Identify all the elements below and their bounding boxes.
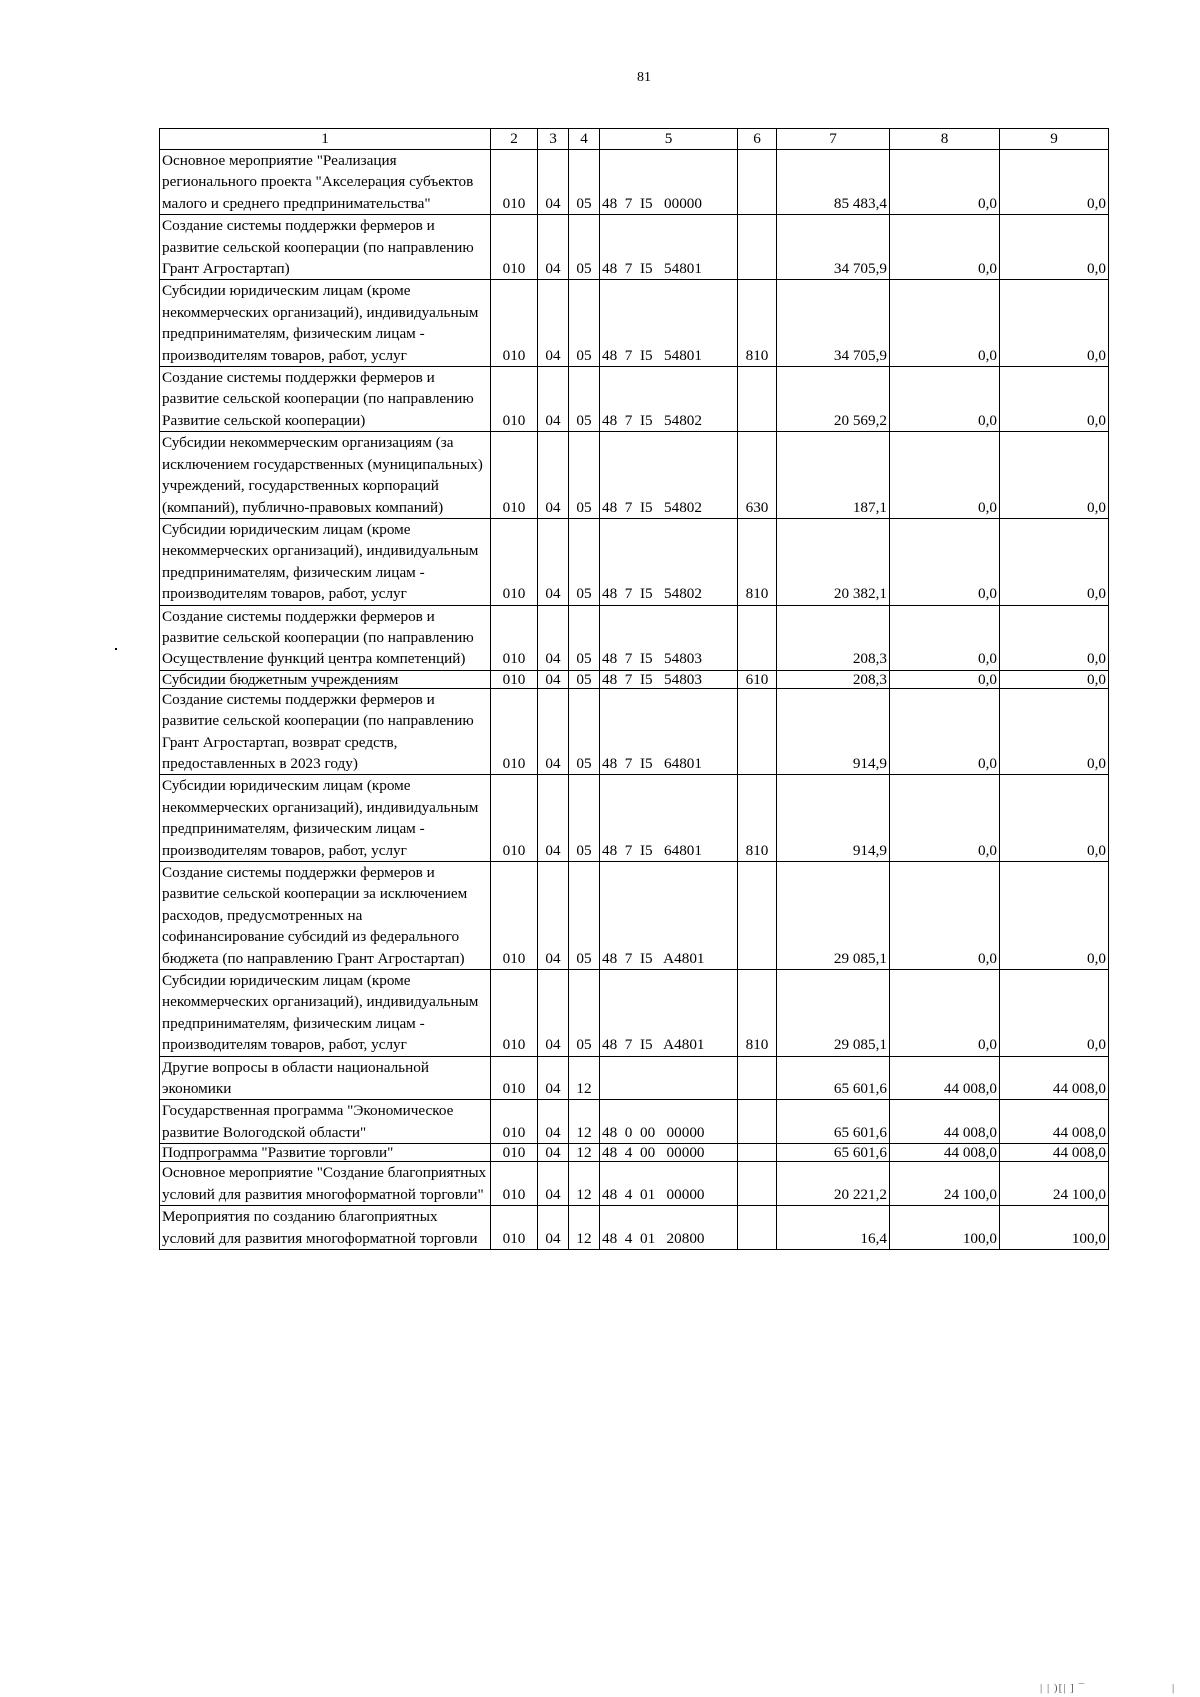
ministry-code-cell: 010 [491,775,538,862]
amount-col8-cell: 0,0 [890,775,1000,862]
row-name-cell: Субсидии юридическим лицам (кроме некоммерческих организаций), индивидуальным предпринимателям, физическим лицам - производителям товаров, работ, услуг [160,970,491,1057]
subsection-code-cell: 12 [569,1144,600,1162]
target-article-cell: 48 4 01 20800 [600,1206,738,1250]
row-name-cell: Подпрограмма "Развитие торговли" [160,1144,491,1162]
amount-col8-cell: 0,0 [890,432,1000,519]
ministry-code-cell: 010 [491,862,538,970]
amount-col9-cell: 0,0 [1000,150,1109,215]
section-code-cell: 04 [538,1206,569,1250]
expense-type-cell [738,688,777,775]
target-article-cell: 48 4 01 00000 [600,1162,738,1206]
target-article-cell: 48 4 00 00000 [600,1144,738,1162]
amount-col7-cell: 29 085,1 [777,862,890,970]
ministry-code-cell: 010 [491,1206,538,1250]
subsection-code-cell: 05 [569,670,600,688]
section-code-cell: 04 [538,670,569,688]
row-name-cell: Основное мероприятие "Реализация регионального проекта "Акселерация субъектов малого и среднего предпринимательства" [160,150,491,215]
expense-type-cell: 810 [738,775,777,862]
expense-type-cell [738,215,777,280]
table-row [160,1100,1109,1144]
subsection-code-cell: 05 [569,367,600,432]
header-cell: 7 [777,129,890,150]
table-row [160,518,1109,605]
amount-col8-cell: 0,0 [890,970,1000,1057]
ministry-code-cell: 010 [491,367,538,432]
section-code-cell: 04 [538,215,569,280]
expense-type-cell [738,367,777,432]
table-row [160,775,1109,862]
amount-col7-cell: 85 483,4 [777,150,890,215]
header-cell: 2 [491,129,538,150]
amount-col8-cell: 0,0 [890,670,1000,688]
subsection-code-cell: 05 [569,970,600,1057]
amount-col9-cell: 44 008,0 [1000,1144,1109,1162]
subsection-code-cell: 05 [569,775,600,862]
amount-col7-cell: 187,1 [777,432,890,519]
header-cell: 8 [890,129,1000,150]
ministry-code-cell: 010 [491,670,538,688]
row-name-cell: Мероприятия по созданию благоприятных условий для развития многоформатной торговли [160,1206,491,1250]
amount-col7-cell: 20 221,2 [777,1162,890,1206]
table-row [160,970,1109,1057]
amount-col8-cell: 0,0 [890,862,1000,970]
amount-col8-cell: 100,0 [890,1206,1000,1250]
expense-type-cell: 810 [738,518,777,605]
amount-col9-cell: 100,0 [1000,1206,1109,1250]
amount-col9-cell: 0,0 [1000,280,1109,367]
subsection-code-cell: 12 [569,1162,600,1206]
section-code-cell: 04 [538,518,569,605]
section-code-cell: 04 [538,280,569,367]
subsection-code-cell: 05 [569,688,600,775]
table-row [160,688,1109,775]
table-row [160,862,1109,970]
amount-col9-cell: 0,0 [1000,970,1109,1057]
header-cell: 6 [738,129,777,150]
row-name-cell: Создание системы поддержки фермеров и развитие сельской кооперации за исключением расходов, предусмотренных на софинансирование субсидий из федерального бюджета (по направлению Грант Агростартап) [160,862,491,970]
amount-col8-cell: 24 100,0 [890,1162,1000,1206]
ministry-code-cell: 010 [491,150,538,215]
table-row [160,1162,1109,1206]
table-row [160,670,1109,688]
ministry-code-cell: 010 [491,518,538,605]
amount-col7-cell: 65 601,6 [777,1056,890,1100]
subsection-code-cell: 05 [569,280,600,367]
amount-col7-cell: 208,3 [777,670,890,688]
section-code-cell: 04 [538,1144,569,1162]
ministry-code-cell: 010 [491,280,538,367]
ministry-code-cell: 010 [491,432,538,519]
amount-col9-cell: 0,0 [1000,518,1109,605]
ministry-code-cell: 010 [491,1100,538,1144]
table-row [160,432,1109,519]
expense-type-cell: 630 [738,432,777,519]
section-code-cell: 04 [538,1100,569,1144]
subsection-code-cell: 12 [569,1206,600,1250]
header-row [160,129,1109,150]
row-name-cell: Основное мероприятие "Создание благоприятных условий для развития многоформатной торговли" [160,1162,491,1206]
row-name-cell: Создание системы поддержки фермеров и развитие сельской кооперации (по направлению Грант Агростартап) [160,215,491,280]
ministry-code-cell: 010 [491,605,538,670]
target-article-cell: 48 7 I5 00000 [600,150,738,215]
ministry-code-cell: 010 [491,215,538,280]
table-row [160,367,1109,432]
amount-col8-cell: 44 008,0 [890,1144,1000,1162]
target-article-cell: 48 7 I5 54802 [600,367,738,432]
amount-col9-cell: 0,0 [1000,215,1109,280]
amount-col8-cell: 0,0 [890,688,1000,775]
expense-type-cell [738,605,777,670]
amount-col9-cell: 44 008,0 [1000,1100,1109,1144]
amount-col7-cell: 914,9 [777,688,890,775]
scan-speck [115,648,117,650]
table-row [160,1206,1109,1250]
section-code-cell: 04 [538,775,569,862]
target-article-cell: 48 0 00 00000 [600,1100,738,1144]
row-name-cell: Субсидии юридическим лицам (кроме некоммерческих организаций), индивидуальным предпринимателям, физическим лицам - производителям товаров, работ, услуг [160,280,491,367]
section-code-cell: 04 [538,150,569,215]
amount-col7-cell: 34 705,9 [777,215,890,280]
header-cell: 3 [538,129,569,150]
header-cell: 5 [600,129,738,150]
target-article-cell: 48 7 I5 A4801 [600,970,738,1057]
target-article-cell: 48 7 I5 54802 [600,518,738,605]
amount-col7-cell: 16,4 [777,1206,890,1250]
amount-col7-cell: 208,3 [777,605,890,670]
amount-col9-cell: 0,0 [1000,670,1109,688]
row-name-cell: Государственная программа "Экономическое развитие Вологодской области" [160,1100,491,1144]
subsection-code-cell: 12 [569,1056,600,1100]
subsection-code-cell: 05 [569,862,600,970]
budget-table [159,128,1109,1250]
target-article-cell: 48 7 I5 54801 [600,215,738,280]
amount-col9-cell: 0,0 [1000,605,1109,670]
table-row [160,280,1109,367]
amount-col8-cell: 44 008,0 [890,1100,1000,1144]
expense-type-cell: 810 [738,280,777,367]
section-code-cell: 04 [538,605,569,670]
ministry-code-cell: 010 [491,1056,538,1100]
subsection-code-cell: 12 [569,1100,600,1144]
amount-col9-cell: 44 008,0 [1000,1056,1109,1100]
amount-col7-cell: 29 085,1 [777,970,890,1057]
header-cell: 1 [160,129,491,150]
target-article-cell: 48 7 I5 54803 [600,605,738,670]
row-name-cell: Другие вопросы в области национальной экономики [160,1056,491,1100]
scan-artifact: | | )[| ] ¯ [1040,1682,1086,1694]
amount-col8-cell: 0,0 [890,280,1000,367]
table-row [160,605,1109,670]
ministry-code-cell: 010 [491,1162,538,1206]
header-cell: 4 [569,129,600,150]
amount-col9-cell: 0,0 [1000,367,1109,432]
amount-col7-cell: 20 382,1 [777,518,890,605]
amount-col7-cell: 914,9 [777,775,890,862]
ministry-code-cell: 010 [491,688,538,775]
amount-col7-cell: 65 601,6 [777,1144,890,1162]
subsection-code-cell: 05 [569,150,600,215]
subsection-code-cell: 05 [569,432,600,519]
table-body [160,129,1109,1250]
row-name-cell: Создание системы поддержки фермеров и развитие сельской кооперации (по направлению Осуществление функций центра компетенций) [160,605,491,670]
section-code-cell: 04 [538,432,569,519]
target-article-cell: 48 7 I5 A4801 [600,862,738,970]
ministry-code-cell: 010 [491,1144,538,1162]
header-cell: 9 [1000,129,1109,150]
expense-type-cell [738,1144,777,1162]
amount-col9-cell: 0,0 [1000,432,1109,519]
section-code-cell: 04 [538,862,569,970]
ministry-code-cell: 010 [491,970,538,1057]
target-article-cell: 48 7 I5 54803 [600,670,738,688]
expense-type-cell [738,862,777,970]
amount-col7-cell: 65 601,6 [777,1100,890,1144]
expense-type-cell: 610 [738,670,777,688]
target-article-cell [600,1056,738,1100]
amount-col8-cell: 0,0 [890,150,1000,215]
page-number: 81 [637,70,651,85]
expense-type-cell [738,1056,777,1100]
subsection-code-cell: 05 [569,605,600,670]
section-code-cell: 04 [538,970,569,1057]
amount-col7-cell: 20 569,2 [777,367,890,432]
row-name-cell: Субсидии юридическим лицам (кроме некоммерческих организаций), индивидуальным предпринимателям, физическим лицам - производителям товаров, работ, услуг [160,775,491,862]
amount-col9-cell: 0,0 [1000,862,1109,970]
subsection-code-cell: 05 [569,215,600,280]
amount-col8-cell: 0,0 [890,215,1000,280]
table-row [160,1056,1109,1100]
table-row [160,215,1109,280]
amount-col8-cell: 0,0 [890,367,1000,432]
row-name-cell: Субсидии юридическим лицам (кроме некоммерческих организаций), индивидуальным предпринимателям, физическим лицам - производителям товаров, работ, услуг [160,518,491,605]
table-row [160,1144,1109,1162]
expense-type-cell [738,1100,777,1144]
amount-col9-cell: 0,0 [1000,688,1109,775]
table-row [160,150,1109,215]
row-name-cell: Субсидии бюджетным учреждениям [160,670,491,688]
amount-col8-cell: 44 008,0 [890,1056,1000,1100]
amount-col7-cell: 34 705,9 [777,280,890,367]
section-code-cell: 04 [538,367,569,432]
expense-type-cell: 810 [738,970,777,1057]
amount-col8-cell: 0,0 [890,518,1000,605]
section-code-cell: 04 [538,1056,569,1100]
expense-type-cell [738,1162,777,1206]
target-article-cell: 48 7 I5 64801 [600,775,738,862]
row-name-cell: Субсидии некоммерческим организациям (за исключением государственных (муниципальных) учреждений, государственных корпораций (компаний), публично-правовых компаний) [160,432,491,519]
expense-type-cell [738,150,777,215]
row-name-cell: Создание системы поддержки фермеров и развитие сельской кооперации (по направлению Развитие сельской кооперации) [160,367,491,432]
expense-type-cell [738,1206,777,1250]
amount-col9-cell: 0,0 [1000,775,1109,862]
subsection-code-cell: 05 [569,518,600,605]
row-name-cell: Создание системы поддержки фермеров и развитие сельской кооперации (по направлению Грант Агростартап, возврат средств, предоставленных в 2023 году) [160,688,491,775]
amount-col9-cell: 24 100,0 [1000,1162,1109,1206]
amount-col8-cell: 0,0 [890,605,1000,670]
target-article-cell: 48 7 I5 64801 [600,688,738,775]
scan-artifact: | [1172,1682,1175,1694]
section-code-cell: 04 [538,1162,569,1206]
section-code-cell: 04 [538,688,569,775]
target-article-cell: 48 7 I5 54802 [600,432,738,519]
target-article-cell: 48 7 I5 54801 [600,280,738,367]
